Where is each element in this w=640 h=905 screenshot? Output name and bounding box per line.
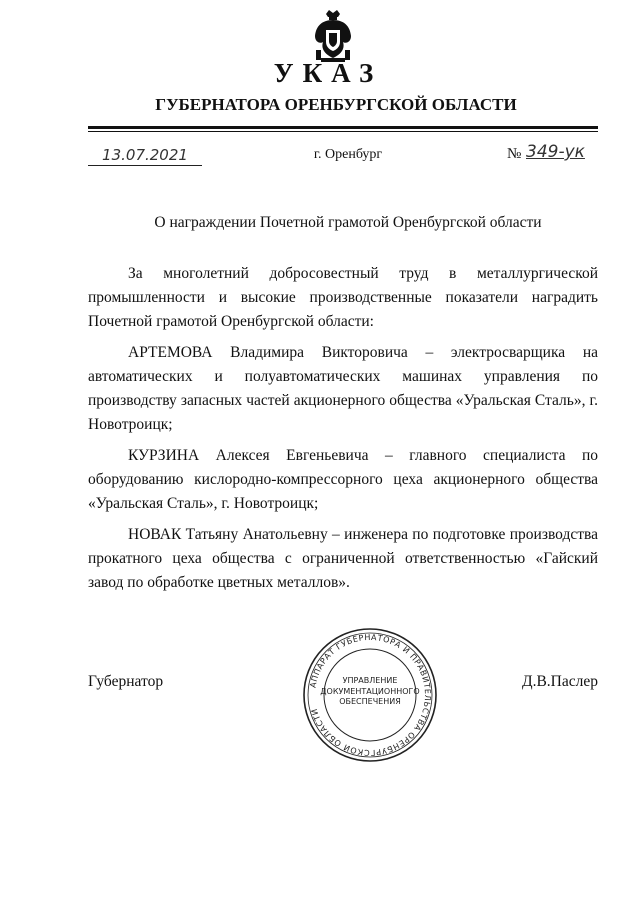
coat-of-arms-icon	[310, 8, 356, 64]
decree-number: 349-ук	[526, 142, 585, 162]
signer-title: Губернатор	[88, 673, 164, 690]
stamp-line: ДОКУМЕНТАЦИОННОГО	[320, 686, 420, 696]
signer-name: Д.В.Паслер	[522, 673, 598, 690]
stamp-line: ОБЕСПЕЧЕНИЯ	[339, 697, 401, 706]
body-paragraph-awardee: КУРЗИНА Алексея Евгеньевича – главного специалиста по оборудованию кислородно-компрессорного цеха акционерного общества «Уральская Сталь», г. Новотроицк;	[88, 447, 598, 512]
header-rule-thick	[88, 126, 598, 129]
stamp-line: УПРАВЛЕНИЕ	[342, 676, 398, 685]
decree-subject: О награждении Почетной грамотой Оренбургской области	[154, 214, 542, 231]
header-rule-thin	[88, 131, 598, 132]
body-paragraph-awardee: НОВАК Татьяну Анатольевну – инженера по подготовке производства прокатного цеха общества с ограниченной ответственностью «Гайский завод по обработке цветных металлов».	[88, 526, 598, 591]
body-paragraph-intro: За многолетний добросовестный труд в металлургической промышленности и высокие производственные показатели наградить Почетной грамотой Оренбургской области:	[88, 265, 598, 330]
stamp-ring-text: АППАРАТ ГУБЕРНАТОРА И ПРАВИТЕЛЬСТВА ОРЕНБУРГСКОЙ ОБЛАСТИ	[308, 632, 433, 758]
decree-city: г. Оренбург	[313, 147, 383, 162]
document-subtitle: ГУБЕРНАТОРА ОРЕНБУРГСКОЙ ОБЛАСТИ	[155, 95, 517, 114]
decree-body	[88, 262, 598, 602]
document-title: УКАЗ	[273, 58, 383, 88]
number-label: №	[507, 146, 522, 162]
body-paragraph-awardee: АРТЕМОВА Владимира Викторовича – электросварщика на автоматических и полуавтоматических машинах управления по производству запасных частей акционерного общества «Уральская Сталь», г. Новотроицк;	[88, 344, 598, 433]
decree-date: 13.07.2021	[102, 146, 188, 164]
stamp-center-text	[302, 676, 438, 708]
date-underline	[88, 165, 202, 166]
